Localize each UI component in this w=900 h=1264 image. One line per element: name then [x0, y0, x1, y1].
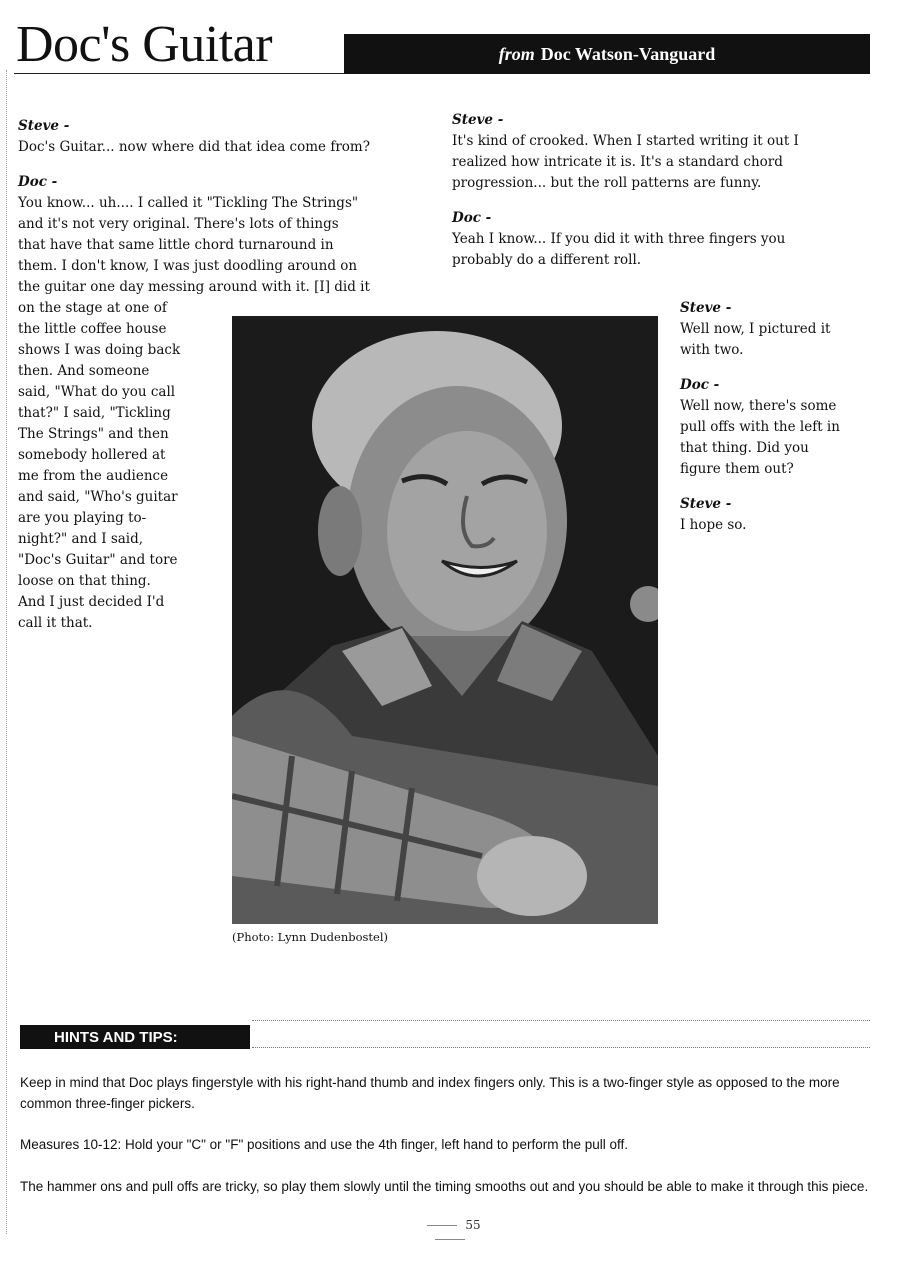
text-line: the little coffee house [18, 321, 167, 337]
text-line: Yeah I know... If you did it with three fingers you [452, 231, 786, 247]
text-line: probably do a different roll. [452, 252, 642, 268]
text-line: somebody hollered at [18, 447, 166, 463]
hint-paragraph: The hammer ons and pull offs are tricky, so play them slowly until the timing smooths out and you should be able to make it through this piece. [20, 1179, 869, 1194]
speaker-label: Steve - [452, 112, 504, 128]
speaker-label: Steve - [18, 118, 70, 134]
text-line: I hope so. [680, 517, 747, 533]
text-line: that thing. Did you [680, 440, 809, 456]
speaker-label: Doc - [452, 210, 492, 226]
page-title: Doc's Guitar [16, 16, 273, 73]
text-line: them. I don't know, I was just doodling around on [18, 258, 358, 274]
source-from-label: from [498, 43, 535, 64]
text-line: that have that same little chord turnaround in [18, 237, 334, 253]
interview-text: Doc's Guitar... now where did that idea come from? [18, 139, 370, 155]
text-line: Well now, I pictured it [680, 321, 831, 337]
performer-photo [232, 316, 658, 924]
speaker-label: Steve - [680, 300, 732, 316]
text-line: "Doc's Guitar" and tore [18, 552, 178, 568]
hint-paragraph: Keep in mind that Doc plays fingerstyle with his right-hand thumb and index fingers only. This is a two-finger style as opposed to the more common three-finger pickers. [20, 1075, 840, 1111]
text-line: the guitar one day messing around with it. [I] did it [18, 279, 370, 295]
text-line: loose on that thing. [18, 573, 151, 589]
page-margin-line [6, 70, 7, 1234]
page-number [400, 1218, 500, 1246]
text-line: progression... but the roll patterns are funny. [452, 175, 762, 191]
text-line: are you playing to- [18, 510, 147, 526]
hints-heading: HINTS AND TIPS: [20, 1025, 250, 1049]
photo-illustration [232, 316, 658, 924]
title-underline [14, 73, 344, 74]
text-line: You know... uh.... I called it "Tickling The Strings" [18, 195, 359, 211]
side-interview-column [680, 298, 880, 536]
hint-paragraph: Measures 10-12: Hold your "C" or "F" positions and use the 4th finger, left hand to perform the pull off. [20, 1137, 629, 1152]
text-line: then. And someone [18, 363, 150, 379]
speaker-label: Steve - [680, 496, 732, 512]
text-line: And I just decided I'd [18, 594, 165, 610]
text-line: night?" and I said, [18, 531, 144, 547]
text-line: The Strings" and then [18, 426, 169, 442]
text-line: figure them out? [680, 461, 794, 477]
right-interview-column [452, 110, 872, 271]
page-number-value: 55 [465, 1218, 481, 1232]
text-line: me from the audience [18, 468, 169, 484]
source-text: Doc Watson-Vanguard [540, 43, 716, 64]
photo-caption: (Photo: Lynn Dudenbostel) [232, 930, 389, 944]
text-line: shows I was doing back [18, 342, 181, 358]
text-line: and said, "Who's guitar [18, 489, 178, 505]
text-line: call it that. [18, 615, 93, 631]
text-line: and it's not very original. There's lots of things [18, 216, 339, 232]
text-line: realized how intricate it is. It's a standard chord [452, 154, 783, 170]
source-banner [344, 34, 870, 74]
text-line: on the stage at one of [18, 300, 167, 316]
divider [252, 1020, 870, 1021]
text-line: It's kind of crooked. When I started writing it out I [452, 133, 799, 149]
divider [252, 1047, 870, 1048]
speaker-label: Doc - [680, 377, 720, 393]
text-line: said, "What do you call [18, 384, 176, 400]
text-line: Well now, there's some [680, 398, 837, 414]
text-line: pull offs with the left in [680, 419, 840, 435]
text-line: that?" I said, "Tickling [18, 405, 171, 421]
text-line: with two. [680, 342, 744, 358]
speaker-label: Doc - [18, 174, 58, 190]
